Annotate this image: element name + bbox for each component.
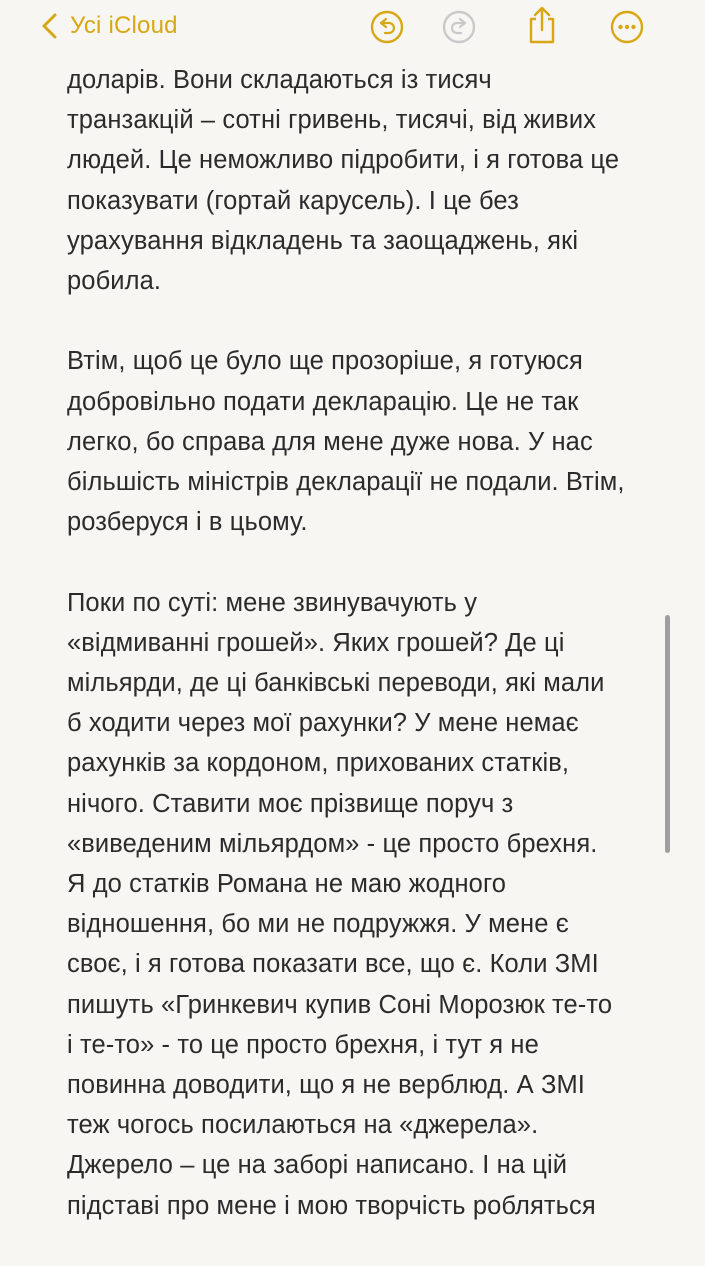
note-line: своє, і я готова показати все, що є. Коли ЗМІ [67,950,599,979]
note-line: і те-то» - то це просто брехня, і тут я не [67,1030,539,1059]
note-line: легко, бо справа для мене дуже нова. У нас [67,427,593,456]
redo-icon[interactable] [442,10,476,44]
note-line: «відмиванні грошей». Яких грошей? Де ці [67,628,565,657]
note-line: більшість міністрів декларації не подали. Втім, [67,468,625,497]
note-text-body[interactable] [67,60,667,1266]
note-line: робила. [67,267,162,296]
undo-icon[interactable] [370,10,404,44]
note-line: Поки по суті: мене звинувачують у [67,588,478,617]
note-line: людей. Це неможливо підробити, і я готова це [67,146,620,175]
note-line: мільярди, де ці банківські переводи, які мали [67,669,605,698]
note-line: доларів. Вони складаються із тисяч [67,66,492,94]
note-line: урахування відкладень та заощаджень, які [67,226,579,255]
note-line: Втім, щоб це було ще прозоріше, я готуюся [67,347,583,376]
note-paragraph [67,583,667,1226]
note-line: рахунків за кордоном, прихованих статків, [67,749,570,778]
note-line: відношення, бо ми не подружжя. У мене є [67,910,569,939]
note-line: пишуть «Гринкевич купив Соні Морозюк те-то [67,990,613,1019]
note-paragraph [67,60,667,301]
note-line: підставі про мене і мою творчість робляться [67,1191,596,1220]
note-line: нічого. Ставити моє прізвище поруч з [67,789,514,818]
note-line: теж чогось посилаються на «джерела». [67,1111,539,1140]
note-toolbar [0,0,705,54]
note-line: Джерело – це на заборі написано. І на цій [67,1151,568,1180]
note-line: добровільно подати декларацію. Це не так [67,387,579,416]
vertical-scrollbar[interactable] [665,615,670,853]
note-line: Я до статків Романа не маю жодного [67,870,507,899]
note-line: транзакцій – сотні гривень, тисячі, від живих [67,106,597,135]
share-icon[interactable] [525,5,559,45]
note-line: показувати (гортай карусель). І це без [67,186,519,215]
more-icon[interactable] [610,10,644,44]
back-button[interactable] [40,8,178,44]
note-line: «виведеним мільярдом» - це просто брехня. [67,829,598,858]
note-line: повинна доводити, що я не верблюд. А ЗМІ [67,1071,585,1100]
chevron-left-icon [40,13,60,39]
note-paragraph [67,341,667,542]
back-label: Усі iCloud [70,12,178,39]
note-line: б ходити через мої рахунки? У мене немає [67,709,579,738]
note-line: розберуся і в цьому. [67,508,308,537]
